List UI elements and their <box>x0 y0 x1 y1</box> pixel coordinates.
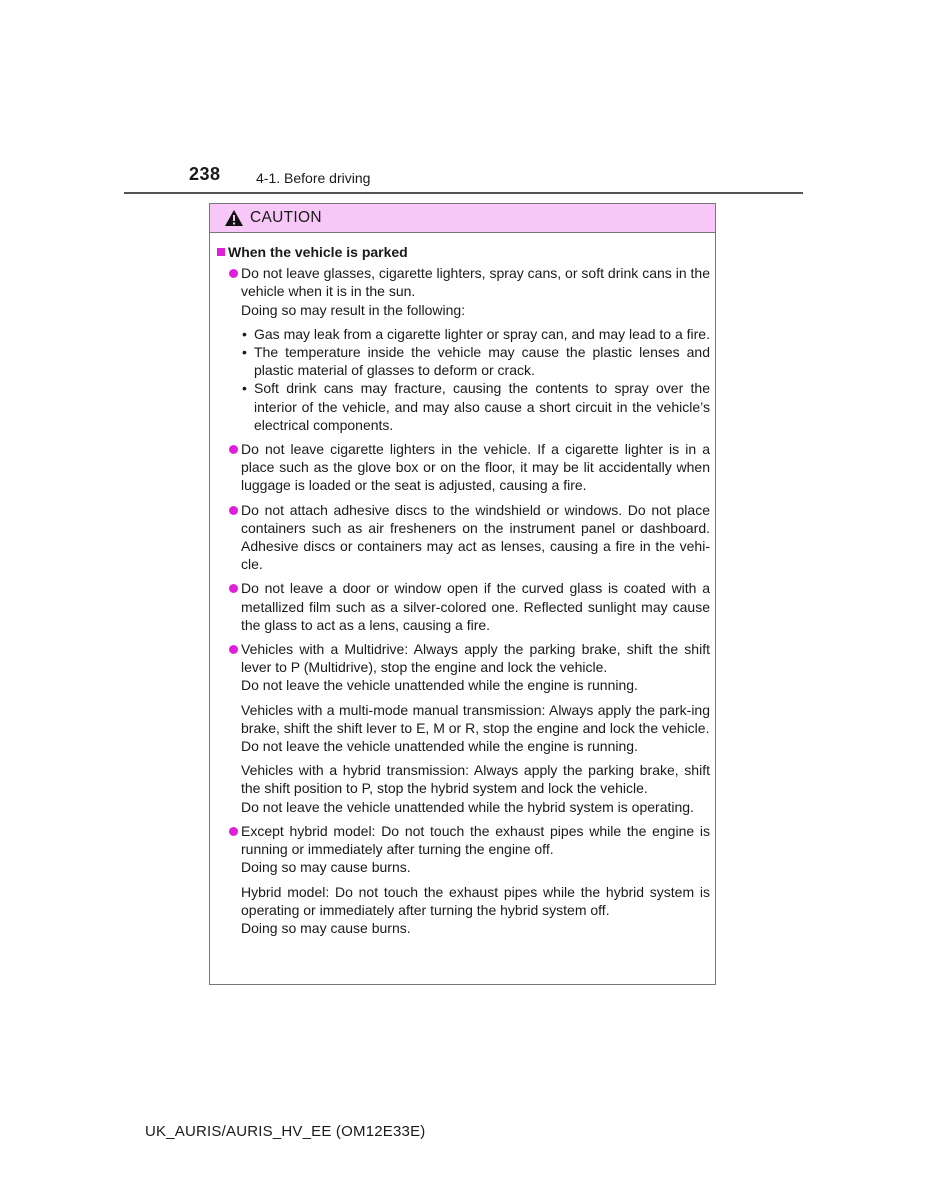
caution-box <box>209 203 716 985</box>
bullet-dot-icon <box>229 269 238 278</box>
item-paragraph <box>241 264 710 319</box>
paragraph-line: Vehicles with a multi-mode manual transmission: Always apply the park-ing brake, shift the shift lever to E, M or R, stop the engine and lock the vehicle. <box>241 701 710 736</box>
sub-list <box>241 325 710 434</box>
square-bullet-icon <box>217 248 225 256</box>
bullet-dot-icon <box>229 827 238 836</box>
item-paragraph <box>241 440 710 495</box>
paragraph-line: Do not leave a door or window open if the curved glass is coated with a metallized film such as a silver-colored one. Reflected sunlight may cause the glass to act as a lens, causing a fire. <box>241 580 710 633</box>
header-rule <box>124 192 803 194</box>
paragraph-line: Do not leave glasses, cigarette lighters, spray cans, or soft drink cans in the vehicle when it is in the sun. <box>241 265 710 300</box>
caution-body <box>210 233 715 937</box>
bullet-dot-icon <box>229 506 238 515</box>
item-paragraph <box>241 501 710 574</box>
caution-item <box>217 264 710 434</box>
caution-item <box>217 440 710 495</box>
bullet-dot-icon <box>229 645 238 654</box>
bullet-dot-icon <box>229 445 238 454</box>
paragraph-line: Do not leave the vehicle unattended while the engine is running. <box>241 738 638 755</box>
paragraph-line: Do not leave the vehicle unattended while the hybrid system is operating. <box>241 798 694 815</box>
subheading-text: When the vehicle is parked <box>228 244 408 260</box>
footer-code: UK_AURIS/AURIS_HV_EE (OM12E33E) <box>145 1123 426 1140</box>
caution-item <box>217 501 710 574</box>
paragraph-line: Doing so may result in the following: <box>241 301 466 318</box>
item-paragraph <box>241 640 710 695</box>
warning-triangle-icon <box>224 209 244 227</box>
subheading <box>217 243 710 261</box>
section-title: 4-1. Before driving <box>256 170 371 186</box>
sub-item-text: The temperature inside the vehicle may cause the plastic lenses and plastic material of glasses to deform or crack. <box>254 344 710 379</box>
caution-item <box>217 640 710 816</box>
small-bullet-icon: • <box>242 325 247 342</box>
paragraph-line: Vehicles with a Multidrive: Always apply the parking brake, shift the shift lever to P (Multidrive), stop the engine and lock the vehicle. <box>241 641 710 676</box>
sub-list-item <box>241 325 710 343</box>
paragraph-line: Doing so may cause burns. <box>241 919 411 936</box>
caution-item-list <box>217 264 710 937</box>
caution-item <box>217 579 710 634</box>
caution-header <box>210 204 715 233</box>
item-paragraph <box>241 701 710 756</box>
item-paragraph <box>241 822 710 877</box>
sub-list-item <box>241 343 710 379</box>
paragraph-line: Hybrid model: Do not touch the exhaust pipes while the hybrid system is operating or immediately after turning the hybrid system off. <box>241 883 710 918</box>
paragraph-line: Do not leave cigarette lighters in the vehicle. If a cigarette lighter is in a place such as the glove box or on the floor, it may be lit accidentally when luggage is loaded or the seat is adjusted, causing a fire. <box>241 441 710 494</box>
paragraph-line: Doing so may cause burns. <box>241 859 411 876</box>
sub-list-item <box>241 379 710 434</box>
page-number: 238 <box>189 164 221 184</box>
paragraph-line: Do not attach adhesive discs to the windshield or windows. Do not place containers such as air fresheners on the instrument panel or dashboard. Adhesive discs or containers may act as lenses, causing a fire in the vehi-cle. <box>241 501 710 573</box>
small-bullet-icon: • <box>242 344 247 361</box>
bullet-dot-icon <box>229 584 238 593</box>
sub-item-text: Soft drink cans may fracture, causing the contents to spray over the interior of the vehicle, and may also cause a short circuit in the vehicle’s electrical components. <box>254 380 710 433</box>
small-bullet-icon: • <box>242 380 247 397</box>
item-paragraph <box>241 883 710 938</box>
item-paragraph <box>241 761 710 816</box>
paragraph-line: Vehicles with a hybrid transmission: Always apply the parking brake, shift the shift position to P, stop the hybrid system and lock the vehicle. <box>241 762 710 797</box>
caution-label: CAUTION <box>250 209 322 226</box>
paragraph-line: Except hybrid model: Do not touch the exhaust pipes while the engine is running or immediately after turning the engine off. <box>241 822 710 858</box>
paragraph-line: Do not leave the vehicle unattended while the engine is running. <box>241 677 638 694</box>
item-paragraph <box>241 579 710 634</box>
sub-item-text: Gas may leak from a cigarette lighter or spray can, and may lead to a fire. <box>254 325 710 342</box>
caution-item <box>217 822 710 937</box>
